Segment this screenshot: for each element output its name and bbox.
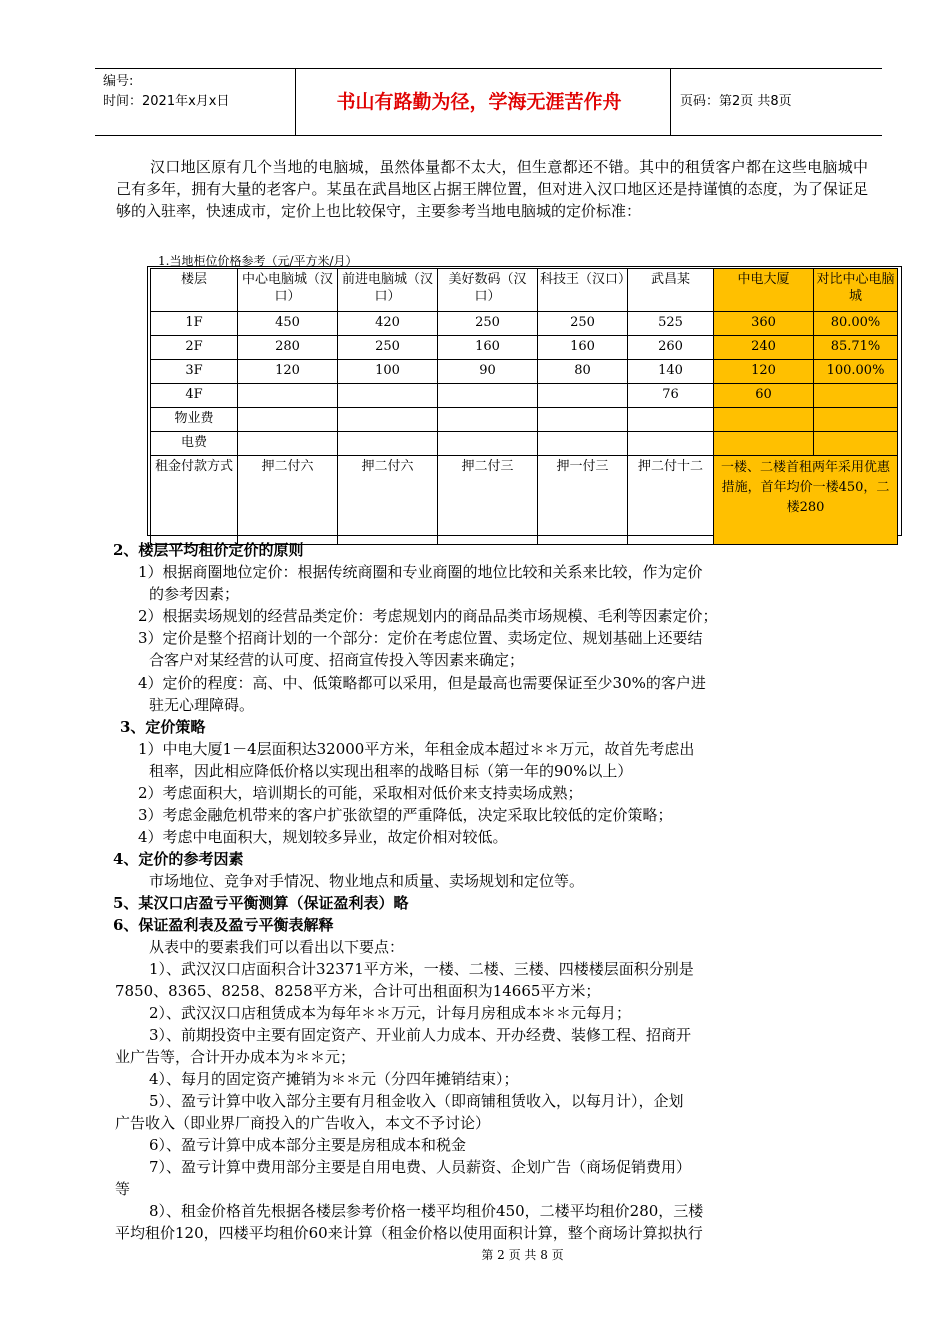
table-cell bbox=[338, 432, 438, 456]
payment-cell: 押二付六 bbox=[238, 456, 338, 545]
header-cell: 武昌某 bbox=[628, 269, 714, 312]
table-row bbox=[151, 336, 898, 360]
table-cell: 85.71% bbox=[814, 336, 898, 360]
page-footer bbox=[0, 1246, 950, 1263]
section-2-line: 2）根据卖场规划的经营品类定价：考虑规划内的商品品类市场规模、毛利等因素定价； bbox=[138, 607, 718, 625]
header-cell: 对比中心电脑城 bbox=[814, 269, 898, 312]
section-6-line: 7850、8365、8258、8258平方米，合计可出租面积为14665平方米； bbox=[115, 982, 601, 1000]
table-cell: 420 bbox=[338, 312, 438, 336]
table-cell bbox=[438, 384, 538, 408]
table-cell: 3F bbox=[151, 360, 238, 384]
table-cell: 250 bbox=[338, 336, 438, 360]
table-cell bbox=[438, 408, 538, 432]
table-cell bbox=[338, 408, 438, 432]
section-6-line: 等 bbox=[115, 1180, 131, 1198]
table-row bbox=[151, 384, 898, 408]
table-cell bbox=[714, 408, 814, 432]
section-6-line: 5）、盈亏计算中收入部分主要有月租金收入（即商铺租赁收入，以每月计），企划 bbox=[149, 1092, 684, 1110]
table-cell bbox=[238, 384, 338, 408]
table-cell bbox=[538, 384, 628, 408]
table-cell bbox=[538, 432, 628, 456]
header-meta bbox=[95, 69, 295, 138]
table-row bbox=[151, 432, 898, 456]
payment-cell: 押一付三 bbox=[538, 456, 628, 545]
payment-cell: 押二付十二 bbox=[628, 456, 714, 545]
table-cell: 4F bbox=[151, 384, 238, 408]
table-cell bbox=[628, 432, 714, 456]
section-3-line: 1）中电大厦1－4层面积达32000平方米，年租金成本超过＊＊万元，故首先考虑出 bbox=[138, 740, 695, 758]
table-cell: 250 bbox=[438, 312, 538, 336]
header-cell: 中心电脑城（汉口） bbox=[238, 269, 338, 312]
table-cell: 280 bbox=[238, 336, 338, 360]
section-3-line: 4）考虑中电面积大，规划较多异业，故定价相对较低。 bbox=[138, 828, 508, 846]
section-6-line: 广告收入（即业界厂商投入的广告收入，本文不予讨论） bbox=[115, 1114, 491, 1132]
motto: 书山有路勤为径，学海无涯苦作舟 bbox=[336, 91, 622, 113]
page-label: 页码：第2页 共8页 bbox=[680, 94, 792, 109]
table-cell bbox=[238, 408, 338, 432]
table-cell: 100 bbox=[338, 360, 438, 384]
section-3-line: 3）考虑金融危机带来的客户扩张欲望的严重降低，决定采取比较低的定价策略； bbox=[138, 806, 673, 824]
table-cell: 120 bbox=[714, 360, 814, 384]
table-cell: 120 bbox=[238, 360, 338, 384]
header-cell: 美好数码（汉口） bbox=[438, 269, 538, 312]
price-table bbox=[150, 268, 898, 545]
table-cell bbox=[814, 384, 898, 408]
section-5-title: 5、某汉口店盈亏平衡测算（保证盈利表）略 bbox=[113, 894, 409, 912]
table-cell: 160 bbox=[538, 336, 628, 360]
page-header bbox=[95, 68, 882, 136]
table-cell bbox=[814, 408, 898, 432]
section-6-line: 从表中的要素我们可以看出以下要点： bbox=[149, 938, 405, 956]
table-row bbox=[151, 360, 898, 384]
table-row bbox=[151, 312, 898, 336]
table-cell bbox=[538, 408, 628, 432]
section-3-line: 2）考虑面积大，培训期长的可能，采取相对低价来支持卖场成熟； bbox=[138, 784, 583, 802]
header-cell: 中电大厦 bbox=[714, 269, 814, 312]
section-6-line: 1）、武汉汉口店面积合计32371平方米，一楼、二楼、三楼、四楼楼层面积分别是 bbox=[149, 960, 694, 978]
table-cell bbox=[438, 432, 538, 456]
section-2-line: 的参考因素； bbox=[149, 585, 240, 603]
table-header-row bbox=[151, 269, 898, 312]
intro-paragraph: 汉口地区原有几个当地的电脑城，虽然体量都不太大，但生意都还不错。其中的租赁客户都在这些电脑城中己有多年，拥有大量的老客户。某虽在武昌地区占据王牌位置，但对进入汉口地区还是持谨慎的态度，为了保证足够的入驻率，快速成市，定价上也比较保守，主要参考当地电脑城的定价标准： bbox=[116, 158, 868, 220]
section-6-line: 3）、前期投资中主要有固定资产、开业前人力成本、开办经费、装修工程、招商开 bbox=[149, 1026, 692, 1044]
table-cell: 160 bbox=[438, 336, 538, 360]
section-6-line: 7）、盈亏计算中费用部分主要是自用电费、人员薪资、企划广告（商场促销费用） bbox=[149, 1158, 692, 1176]
table-cell: 1F bbox=[151, 312, 238, 336]
table-cell: 360 bbox=[714, 312, 814, 336]
payment-note: 一楼、二楼首租两年采用优惠措施，首年均价一楼450，二楼280 bbox=[714, 456, 898, 545]
section-6-line: 业广告等，合计开办成本为＊＊元； bbox=[115, 1048, 356, 1066]
table-cell: 60 bbox=[714, 384, 814, 408]
section-6-line: 平均租价120，四楼平均租价60来计算（租金价格以使用面积计算，整个商场计算拟执行 bbox=[115, 1224, 703, 1242]
table-cell bbox=[814, 432, 898, 456]
payment-cell: 押二付三 bbox=[438, 456, 538, 545]
section-2-line: 合客户对某经营的认可度、招商宣传投入等因素来确定； bbox=[149, 651, 525, 669]
section-2-line: 1）根据商圈地位定价：根据传统商圈和专业商圈的地位比较和关系来比较，作为定价 bbox=[138, 563, 703, 581]
header-cell: 科技王（汉口） bbox=[538, 269, 628, 312]
table-cell bbox=[238, 432, 338, 456]
table-cell: 物业费 bbox=[151, 408, 238, 432]
footer-page-number: 第 2 页 共 8 页 bbox=[481, 1248, 564, 1262]
table-cell: 240 bbox=[714, 336, 814, 360]
section-4-title: 4、定价的参考因素 bbox=[113, 850, 244, 868]
table-cell: 电费 bbox=[151, 432, 238, 456]
table-cell: 2F bbox=[151, 336, 238, 360]
header-cell: 前进电脑城（汉口） bbox=[338, 269, 438, 312]
section-3-title: 3、定价策略 bbox=[120, 718, 206, 736]
number-label: 编号: bbox=[103, 74, 134, 89]
table-cell: 80 bbox=[538, 360, 628, 384]
section-2-line: 3）定价是整个招商计划的一个部分：定价在考虑位置、卖场定位、规划基础上还要结 bbox=[138, 629, 703, 647]
section-2-title: 2、楼层平均租价定价的原则 bbox=[113, 541, 304, 559]
section-4-text: 市场地位、竞争对手情况、物业地点和质量、卖场规划和定位等。 bbox=[149, 872, 585, 890]
table-cell: 100.00% bbox=[814, 360, 898, 384]
table-cell: 90 bbox=[438, 360, 538, 384]
table-cell: 76 bbox=[628, 384, 714, 408]
table-cell: 525 bbox=[628, 312, 714, 336]
section-6-line: 2）、武汉汉口店租赁成本为每年＊＊万元，计每月房租成本＊＊元每月； bbox=[149, 1004, 632, 1022]
time-label: 时间：2021年x月x日 bbox=[103, 94, 230, 109]
table-cell: 140 bbox=[628, 360, 714, 384]
payment-label: 租金付款方式 bbox=[151, 456, 238, 545]
payment-cell: 押二付六 bbox=[338, 456, 438, 545]
table-cell bbox=[628, 408, 714, 432]
section-2-line: 4）定价的程度：高、中、低策略都可以采用，但是最高也需要保证至少30%的客户进 bbox=[138, 674, 706, 692]
payment-row bbox=[151, 456, 898, 545]
section-2-line: 驻无心理障碍。 bbox=[149, 696, 255, 714]
table-cell: 260 bbox=[628, 336, 714, 360]
table-cell: 250 bbox=[538, 312, 628, 336]
section-6-line: 4）、每月的固定资产摊销为＊＊元（分四年摊销结束）； bbox=[149, 1070, 519, 1088]
table-cell bbox=[338, 384, 438, 408]
section-6-line: 6）、盈亏计算中成本部分主要是房租成本和税金 bbox=[149, 1136, 467, 1154]
section-3-line: 租率，因此相应降低价格以实现出租率的战略目标（第一年的90%以上） bbox=[149, 762, 633, 780]
table-cell bbox=[714, 432, 814, 456]
divider bbox=[670, 69, 671, 135]
table-cell: 450 bbox=[238, 312, 338, 336]
table-cell: 80.00% bbox=[814, 312, 898, 336]
header-cell: 楼层 bbox=[151, 269, 238, 312]
section-6-line: 8）、租金价格首先根据各楼层参考价格一楼平均租价450，二楼平均租价280，三楼 bbox=[149, 1202, 704, 1220]
table-caption: 1.当地柜位价格参考（元/平方米/月） bbox=[158, 254, 358, 268]
section-6-title: 6、保证盈利表及盈亏平衡表解释 bbox=[113, 916, 334, 934]
table-row bbox=[151, 408, 898, 432]
